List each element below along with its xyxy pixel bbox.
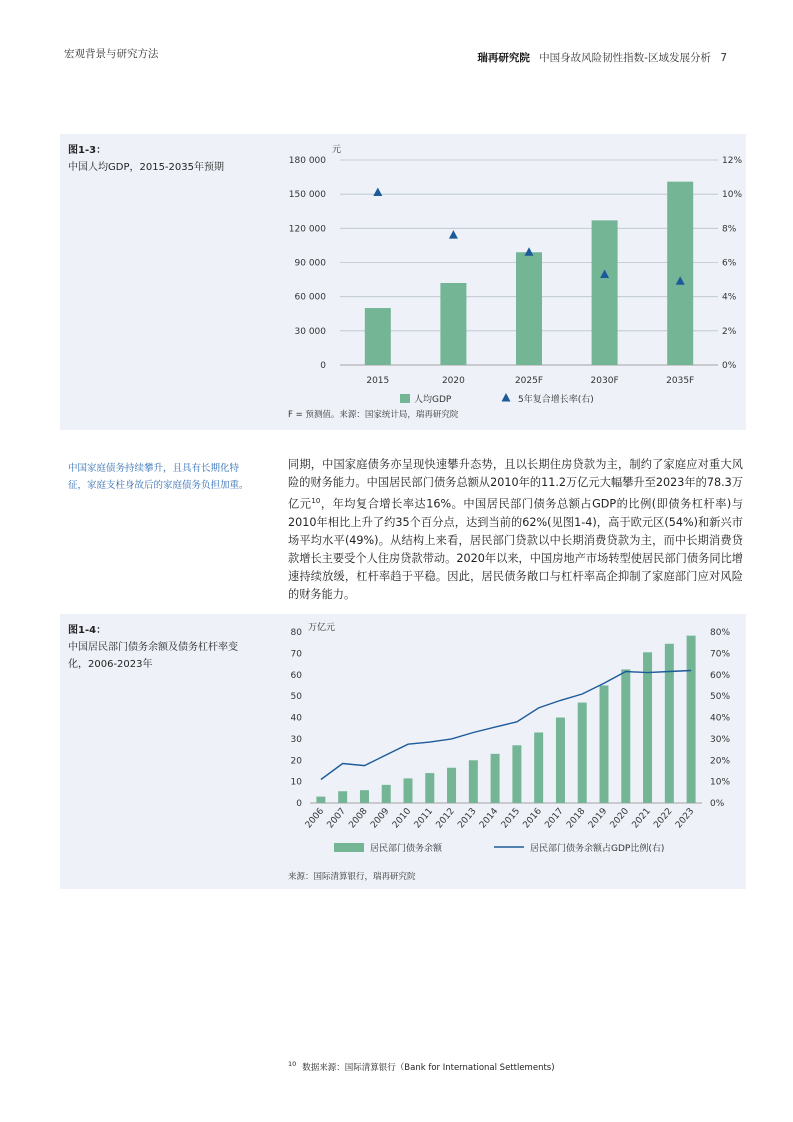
y2-tick-label: 40%: [710, 713, 731, 724]
gdp-per-capita-chart: [280, 140, 743, 415]
header-report-title: 中国身故风险韧性指数-区域发展分析: [539, 52, 711, 64]
y2-tick-label: 20%: [710, 756, 731, 767]
y-tick-label: 60 000: [294, 292, 326, 303]
debt-bar: [534, 732, 543, 803]
y-tick-label: 80: [290, 628, 302, 638]
footnote: [288, 1060, 555, 1073]
x-tick-label: 2011: [412, 806, 436, 831]
x-tick-label: 2018: [565, 806, 588, 831]
x-tick-label: 2021: [630, 806, 653, 831]
gdp-bar: [592, 220, 618, 365]
gdp-bar: [667, 182, 693, 365]
figure-1-3-number: 图1-3：: [68, 145, 107, 156]
x-tick-label: 2015: [499, 806, 523, 831]
body-paragraph: [288, 456, 743, 604]
debt-bar: [491, 754, 500, 803]
figure-1-4-caption: 中国居民部门债务余额及债务杠杆率变化，2006-2023年: [68, 642, 238, 670]
y-tick-label: 0: [296, 799, 302, 809]
footnote-number: 10: [288, 1060, 297, 1068]
y-tick-label: 70: [290, 649, 302, 660]
legend-swatch-bar: [334, 843, 364, 852]
figure-1-3-panel: [60, 134, 746, 430]
side-note: 中国家庭债务持续攀升，且具有长期化特征，家庭支柱身故后的家庭债务负担加重。: [68, 463, 249, 491]
y2-tick-label: 30%: [710, 734, 731, 745]
footnote-text: 数据来源：国际清算银行（Bank for International Settlements): [302, 1062, 555, 1073]
y-tick-label: 60: [290, 670, 302, 681]
debt-bar: [556, 718, 565, 804]
y-tick-label: 120 000: [288, 224, 326, 235]
y2-tick-label: 2%: [722, 326, 737, 337]
x-tick-label: 2013: [456, 806, 479, 831]
debt-bar: [404, 778, 413, 803]
y-tick-label: 40: [290, 713, 302, 724]
debt-bar: [469, 760, 478, 803]
x-tick-label: 2007: [325, 806, 348, 831]
gdp-bar: [516, 252, 542, 365]
x-tick-label: 2012: [434, 806, 457, 831]
legend-label-ratio: 居民部门债务余额占GDP比例(右): [530, 844, 665, 854]
x-tick-label: 2019: [586, 806, 610, 831]
growth-rate-marker: [525, 247, 534, 256]
figure-1-3-caption: 中国人均GDP，2015-2035年预期: [68, 162, 224, 173]
debt-bar: [621, 669, 630, 803]
debt-bar: [382, 785, 391, 803]
figure-1-4-number: 图1-4：: [68, 625, 107, 636]
figure-1-4-panel: [60, 614, 746, 889]
figure-1-4-label: [68, 622, 253, 673]
legend-swatch-triangle: [502, 393, 511, 402]
y-tick-label: 180 000: [288, 156, 326, 166]
x-tick-label: 2023: [674, 806, 697, 831]
x-tick-label: 2020: [441, 376, 465, 386]
y-axis-unit: 万亿元: [308, 623, 336, 633]
x-tick-label: 2009: [369, 806, 392, 831]
figure-1-3-label: [68, 142, 253, 176]
y-axis-unit: 元: [332, 145, 342, 155]
page-number: 7: [720, 52, 727, 64]
header-brand: 瑞再研究院: [477, 52, 530, 64]
debt-bar: [316, 797, 325, 803]
footnote-ref: 10: [311, 497, 321, 505]
y2-tick-label: 70%: [710, 649, 731, 660]
legend-label-growth: 5年复合增长率(右): [518, 395, 594, 405]
gdp-bar: [365, 308, 391, 365]
header-right: [477, 50, 727, 65]
y-tick-label: 10: [290, 777, 302, 788]
figure-1-3-source: F = 预测值。来源：国家统计局，瑞再研究院: [288, 410, 459, 420]
y-tick-label: 30 000: [294, 326, 326, 337]
gdp-bar: [440, 283, 466, 365]
debt-bar: [425, 773, 434, 803]
growth-rate-marker: [373, 187, 382, 196]
y2-tick-label: 50%: [710, 692, 731, 703]
header-section-title: 宏观背景与研究方法: [64, 48, 159, 60]
debt-bar: [512, 745, 521, 803]
debt-bar: [578, 703, 587, 803]
x-tick-label: 2016: [521, 806, 544, 831]
x-tick-label: 2010: [390, 806, 414, 831]
x-tick-label: 2017: [543, 806, 566, 831]
y2-tick-label: 80%: [710, 628, 731, 638]
x-tick-label: 2025F: [514, 376, 544, 386]
growth-rate-marker: [449, 230, 458, 239]
x-tick-label: 2022: [652, 806, 675, 831]
y2-tick-label: 0%: [710, 799, 725, 809]
figure-1-4-source: 来源：国际清算银行，瑞再研究院: [288, 872, 416, 882]
debt-bar: [665, 644, 674, 803]
body-text-part1: 同期，中国家庭债务亦呈现快速攀升态势，且以长期住房贷款为主，制约了家庭应对重大风险的财务能力。中国居民部门债务总额从2010年的11.2万亿元大幅攀升至2023年的78.3万亿元: [288, 458, 743, 511]
y-tick-label: 90 000: [294, 258, 326, 269]
x-tick-label: 2030F: [590, 376, 619, 386]
y2-tick-label: 60%: [710, 670, 731, 681]
y-tick-label: 30: [290, 734, 302, 745]
y-tick-label: 150 000: [288, 190, 326, 201]
debt-bar: [687, 636, 696, 803]
y2-tick-label: 6%: [722, 258, 737, 269]
leverage-ratio-line: [321, 671, 691, 780]
legend-label-gdp: 人均GDP: [414, 395, 452, 405]
y2-tick-label: 10%: [710, 777, 731, 788]
household-debt-chart: [280, 620, 740, 865]
x-tick-label: 2014: [478, 806, 501, 831]
y2-tick-label: 10%: [722, 190, 743, 201]
y-tick-label: 50: [290, 692, 302, 703]
y2-tick-label: 0%: [722, 361, 737, 371]
x-tick-label: 2008: [347, 806, 370, 831]
y2-tick-label: 8%: [722, 224, 737, 235]
x-tick-label: 2015: [366, 376, 390, 386]
y2-tick-label: 12%: [722, 156, 743, 166]
body-text-part2: ，年均复合增长率达16%。中国居民部门债务总额占GDP的比例(即债务杠杆率)与2010年相比上升了约35个百分点，达到当前的62%(见图1-4)，高于欧元区(54%)和新兴市场平均水平(49%)。从结构上来看，居民部门贷款以中长期消费贷款为主，而中长期消费贷款增长主要受个人住房贷款带动。2020年以来，中国房地产市场转型使居民部门债务同比增速持续放缓，杠杆率趋于平稳。因此，居民债务敞口与杠杆率高企抑制了家庭部门应对风险的财务能力。: [288, 497, 743, 601]
legend-label-debt: 居民部门债务余额: [370, 844, 443, 854]
x-tick-label: 2020: [608, 806, 632, 831]
x-tick-label: 2006: [303, 806, 327, 831]
legend-swatch-bar: [400, 394, 410, 403]
debt-bar: [338, 791, 347, 803]
debt-bar: [447, 768, 456, 803]
debt-bar: [643, 652, 652, 803]
y2-tick-label: 4%: [722, 292, 737, 303]
y-tick-label: 20: [290, 756, 302, 767]
x-tick-label: 2035F: [666, 376, 695, 386]
y-tick-label: 0: [320, 361, 326, 371]
debt-bar: [360, 790, 369, 803]
debt-bar: [600, 685, 609, 803]
